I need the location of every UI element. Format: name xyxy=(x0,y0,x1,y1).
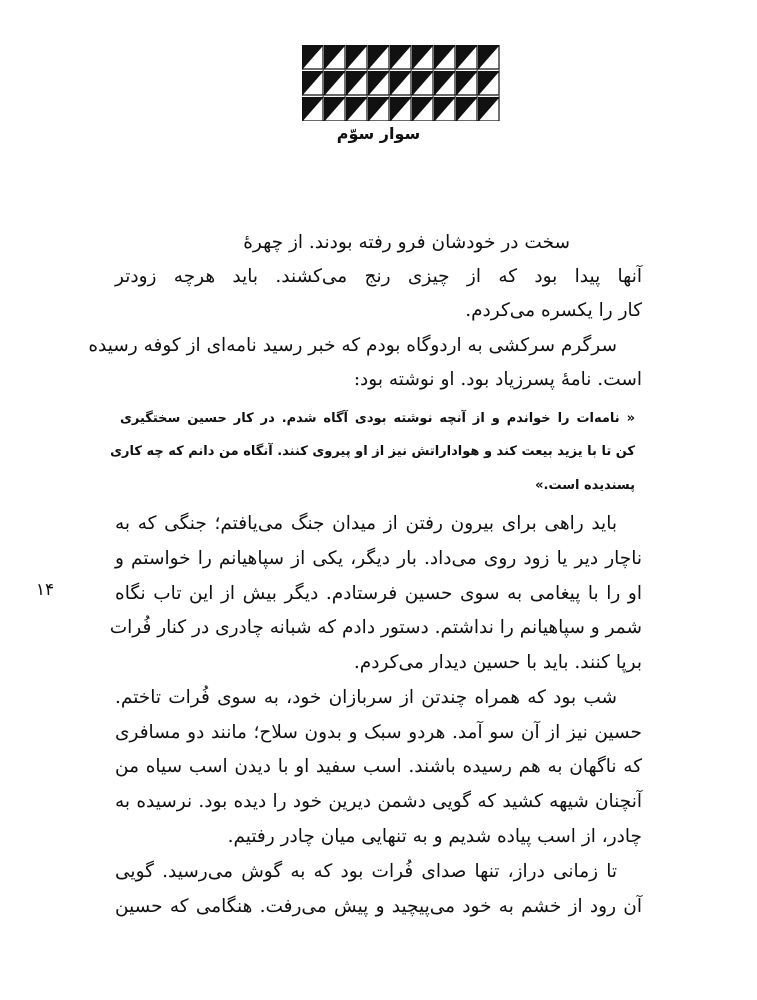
text-line: سرگرم سرکشی به اردوگاه بودم که خبر رسید نامه‌ای از کوفه رسیده xyxy=(88,335,617,356)
text-line: سخت در خودشان فرو رفته بودند. از چهرهٔ xyxy=(243,232,570,253)
quote-line: کن تا با یزید بیعت کند و هواداراتش نیز از او پیروی کنند. آنگاه من دانم که چه کاری xyxy=(110,444,635,459)
text-line: کار را یکسره می‌کردم. xyxy=(465,300,642,321)
quote-line: پسندیده است.» xyxy=(535,478,635,493)
text-line: ناچار دیر یا زود روی می‌داد. بار دیگر، یکی از سپاهیانم را خواستم و xyxy=(115,548,642,569)
triangle-pattern-ornament xyxy=(302,45,500,121)
text-line: آن رود از خشم به خود می‌پیچید و پیش می‌رفت. هنگامی که حسین xyxy=(115,896,642,917)
text-line: او را با پیغامی به سوی حسین فرستادم. دیگر بیش از این تاب نگاه xyxy=(115,583,642,604)
text-line: برپا کنند. باید با حسین دیدار می‌کردم. xyxy=(353,652,642,673)
chapter-title: سوار سوّم xyxy=(336,124,421,143)
text-line: آنها پیدا بود که از چیزی رنج می‌کشند. باید هرچه زودتر xyxy=(115,266,642,287)
text-line: است. نامهٔ پسرزیاد بود. او نوشته بود: xyxy=(353,369,642,390)
text-line: شب بود که همراه چندتن از سربازان خود، به سوی فُرات تاختم. xyxy=(115,687,617,708)
quote-line: « نامه‌ات را خواندم و از آنچه نوشته بودی آگاه شدم. در کار حسین سختگیری xyxy=(120,411,635,426)
text-line: که ناگهان به هم رسیده باشند. اسب سفید او با دیدن اسب سیاه من xyxy=(115,756,642,777)
text-line: چادر، از اسب پیاده شدیم و به تنهایی میان چادر رفتیم. xyxy=(227,826,642,847)
text-line: تا زمانی دراز، تنها صدای فُرات بود که به گوش می‌رسید. گویی xyxy=(115,861,617,882)
text-line: باید راهی برای بیرون رفتن از میدان جنگ می‌یافتم؛ جنگی که به xyxy=(115,513,617,534)
text-line: حسین نیز از آن سو آمد. هردو سبک و بدون سلاح؛ مانند دو مسافری xyxy=(115,722,642,743)
text-line: آنچنان شیهه کشید که گویی دشمن دیرین خود را دیده بود. نرسیده به xyxy=(115,791,642,812)
text-line: شمر و سپاهیانم را نداشتم. دستور دادم که شبانه چادری در کنار فُرات xyxy=(109,617,642,638)
page-number: ۱۴ xyxy=(35,580,55,600)
